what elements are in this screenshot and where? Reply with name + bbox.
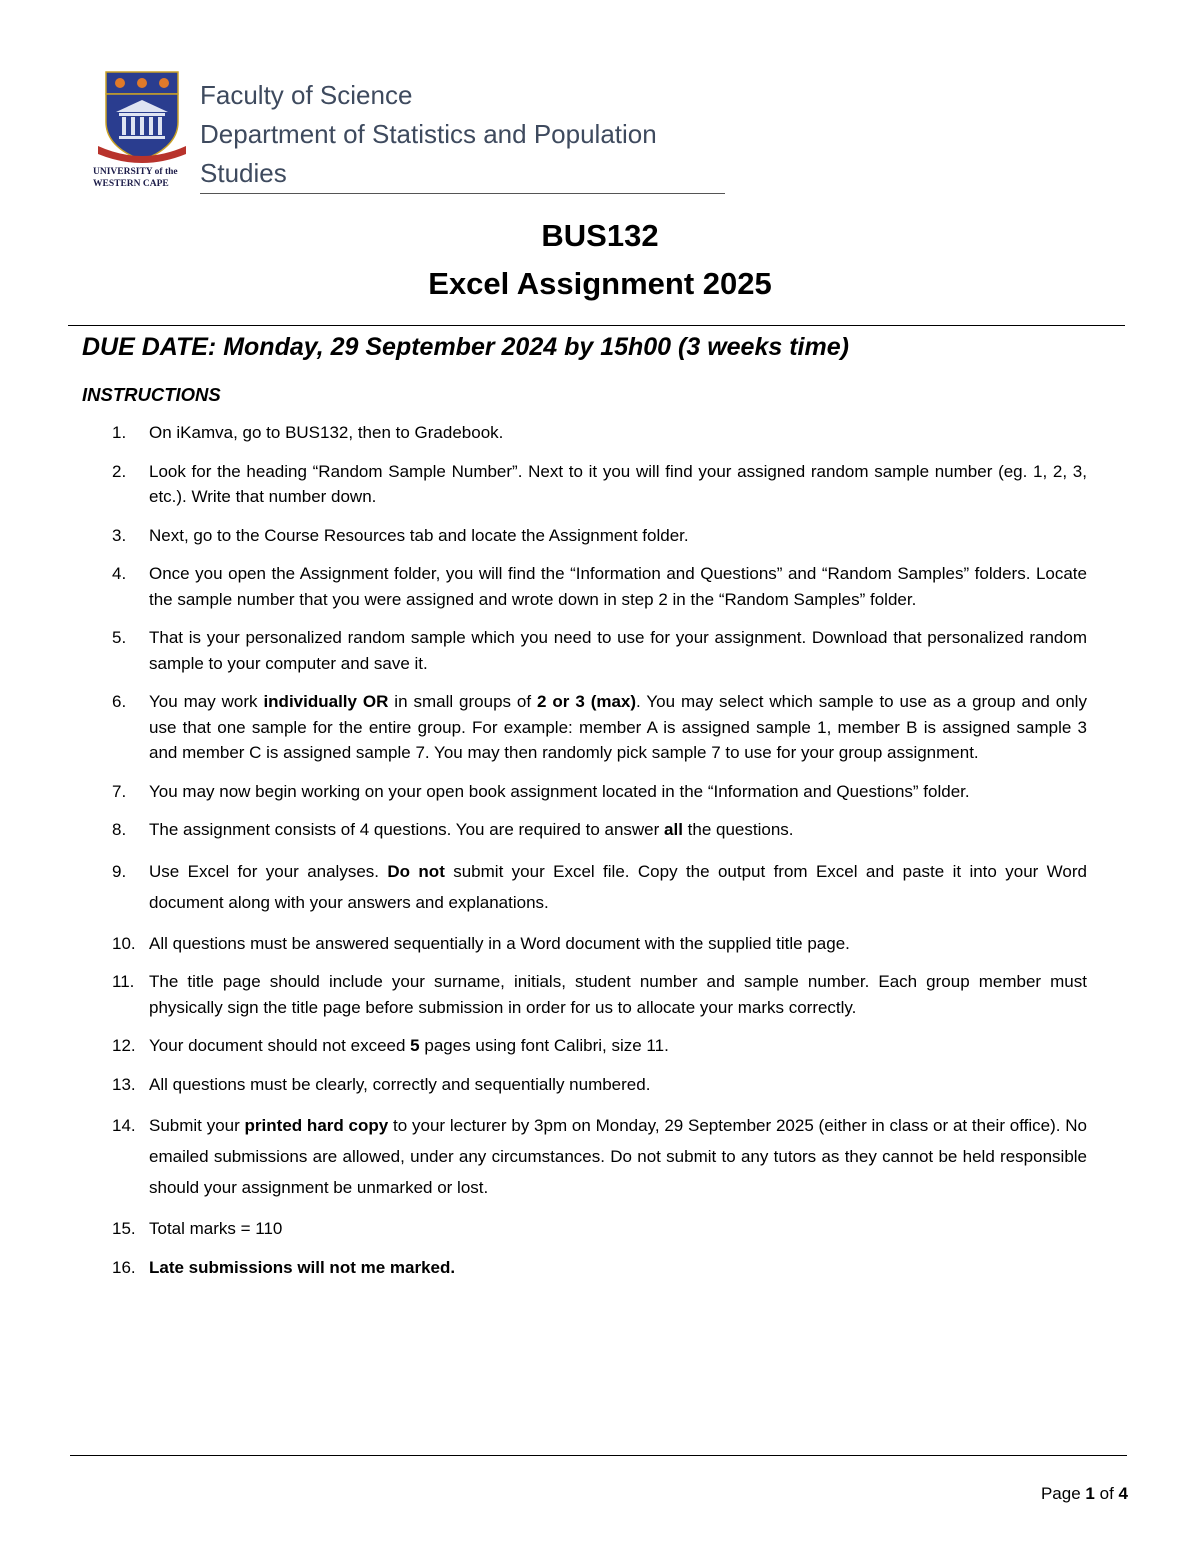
- instruction-text: Use Excel for your analyses.: [149, 861, 388, 881]
- department-name-line-1: Department of Statistics and Population: [200, 119, 657, 149]
- title-divider: [68, 325, 1125, 326]
- instruction-item: [112, 625, 1087, 676]
- instruction-number: 2.: [112, 461, 127, 481]
- instruction-number: 1.: [112, 423, 127, 442]
- current-page: 1: [1085, 1484, 1095, 1503]
- instruction-text: . You may select which sample to use as a group and only use that one sample for the entire group. For example: member A is assigned sample 1, member B is assigned sample 3 and member C is assigned sample 7. You may then randomly pick sample 7 to use for your group assignment.: [149, 692, 1087, 762]
- instructions-list: [112, 420, 1087, 1293]
- instruction-text: You may work: [149, 692, 264, 711]
- instruction-item: [112, 856, 1087, 918]
- instruction-number: 8.: [112, 820, 127, 839]
- instruction-item: [112, 523, 1087, 549]
- instruction-emphasis: 2 or 3 (max): [537, 692, 637, 711]
- instruction-item: [112, 420, 1087, 446]
- instruction-number: 6.: [112, 692, 127, 711]
- instruction-number: 16.: [112, 1257, 136, 1277]
- course-code: BUS132: [541, 218, 659, 253]
- instruction-emphasis: Late submissions will not me marked.: [149, 1257, 456, 1277]
- instruction-text: On iKamva, go to BUS132, then to Gradebook.: [149, 423, 504, 442]
- instruction-emphasis: individually OR: [263, 692, 389, 711]
- instruction-number: 12.: [112, 1036, 136, 1055]
- instruction-item: [112, 817, 1087, 843]
- page-word: Page: [1040, 1484, 1081, 1503]
- crest-icon: [92, 70, 192, 165]
- instruction-item: [112, 561, 1087, 612]
- assignment-title: Excel Assignment 2025: [428, 266, 772, 301]
- document-title: [0, 212, 1200, 308]
- instruction-item: [112, 1110, 1087, 1203]
- university-line-1: UNIVERSITY of the: [93, 167, 178, 177]
- instruction-text: You may now begin working on your open book assignment located in the “Information and Questions” folder.: [149, 781, 970, 801]
- instruction-emphasis: Do not: [387, 861, 445, 881]
- department-name-line-2: Studies: [200, 158, 287, 188]
- instructions-heading: INSTRUCTIONS: [82, 384, 221, 405]
- total-pages: 4: [1118, 1484, 1128, 1503]
- instruction-number: 4.: [112, 564, 127, 583]
- instruction-number: 11.: [112, 972, 135, 991]
- page-number: [1041, 1484, 1128, 1504]
- instruction-text: All questions must be answered sequentially in a Word document with the supplied title page.: [149, 933, 850, 953]
- instruction-text: Once you open the Assignment folder, you will find the “Information and Questions” and “Random Samples” folders. Locate the sample number that you were assigned and wrote down in step 2 in the “Random Samples” folder.: [149, 564, 1087, 609]
- instruction-text: The assignment consists of 4 questions. You are required to answer: [149, 820, 665, 839]
- instruction-number: 9.: [112, 861, 127, 881]
- instruction-number: 15.: [112, 1219, 136, 1238]
- instruction-text: Your document should not exceed: [149, 1036, 411, 1055]
- instruction-item: [112, 1255, 1087, 1281]
- instruction-text: the questions.: [682, 820, 794, 839]
- university-wordmark: [93, 166, 193, 190]
- instruction-item: [112, 1072, 1087, 1098]
- instruction-text: Next, go to the Course Resources tab and locate the Assignment folder.: [149, 525, 689, 545]
- instruction-text: That is your personalized random sample which you need to use for your assignment. Download that personalized random sample to your computer and save it.: [149, 628, 1087, 673]
- instruction-text: Look for the heading “Random Sample Number”. Next to it you will find your assigned random sample number (eg. 1, 2, 3, etc.). Write that number down.: [149, 461, 1087, 506]
- instruction-emphasis: printed hard copy: [244, 1116, 389, 1135]
- instruction-number: 14.: [112, 1116, 136, 1135]
- instruction-number: 10.: [112, 933, 136, 953]
- due-date: DUE DATE: Monday, 29 September 2024 by 15h00 (3 weeks time): [82, 333, 849, 361]
- instruction-text: Total marks = 110: [149, 1219, 283, 1238]
- instruction-text: to your lecturer by 3pm on Monday, 29 September 2025 (either in class or at their office). No emailed submissions are allowed, under any circumstances. Do not submit to any tutors as they cannot be held responsible should your assignment be unmarked or lost.: [149, 1116, 1087, 1197]
- instruction-text: All questions must be clearly, correctly and sequentially numbered.: [149, 1074, 651, 1094]
- instruction-item: [112, 459, 1087, 510]
- instruction-item: [112, 1216, 1087, 1242]
- university-line-2: WESTERN CAPE: [93, 179, 169, 189]
- instruction-number: 7.: [112, 781, 127, 801]
- instruction-emphasis: all: [664, 820, 683, 839]
- header-divider: [200, 193, 725, 194]
- footer-divider: [70, 1455, 1127, 1456]
- instruction-item: [112, 931, 1087, 957]
- instruction-item: [112, 779, 1087, 805]
- instruction-text: pages using font Calibri, size 11.: [419, 1036, 669, 1055]
- instruction-text: The title page should include your surname, initials, student number and sample number. Each group member must physically sign the title page before submission in order for us to allocate your marks correctly.: [149, 972, 1087, 1017]
- instruction-text: submit your Excel file. Copy the output from Excel and paste it into your Word document along with your answers and explanations.: [149, 861, 1087, 912]
- department-heading: [200, 76, 760, 193]
- instruction-number: 5.: [112, 628, 127, 647]
- instruction-item: [112, 1033, 1087, 1059]
- faculty-name: Faculty of Science: [200, 80, 413, 110]
- instruction-number: 3.: [112, 525, 127, 545]
- instruction-number: 13.: [112, 1074, 136, 1094]
- of-word: of: [1099, 1484, 1114, 1503]
- instruction-item: [112, 969, 1087, 1020]
- instruction-item: [112, 689, 1087, 766]
- instruction-text: in small groups of: [388, 692, 538, 711]
- instruction-emphasis: 5: [410, 1036, 420, 1055]
- instruction-text: Submit your: [149, 1116, 245, 1135]
